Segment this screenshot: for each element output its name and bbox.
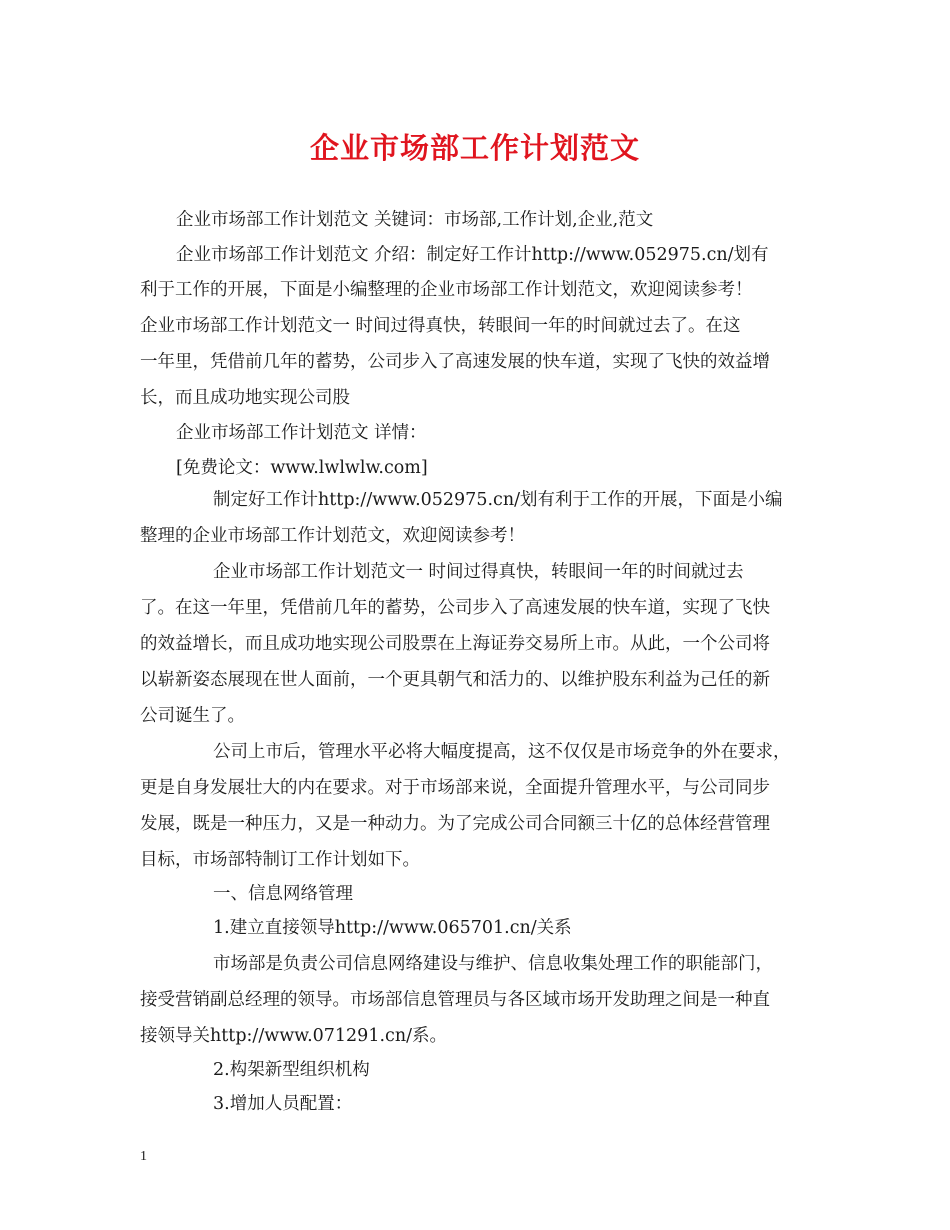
text-line: 市场部是负责公司信息网络建设与维护、信息收集处理工作的职能部门， — [213, 954, 773, 974]
subsection-heading: 2.构架新型组织机构 — [213, 1060, 370, 1080]
text-line: 企业市场部工作计划范文一 时间过得真快，转眼间一年的时间就过去 — [213, 562, 744, 582]
page-title: 企业市场部工作计划范文 — [309, 131, 640, 165]
text-line: 企业市场部工作计划范文一 时间过得真快，转眼间一年的时间就过去了。在这 — [140, 316, 741, 336]
text-line: 更是自身发展壮大的内在要求。对于市场部来说，全面提升管理水平，与公司同步 — [140, 778, 770, 798]
text-line: 发展，既是一种压力，又是一种动力。为了完成公司合同额三十亿的总体经营管理 — [140, 814, 770, 834]
text-line: 企业市场部工作计划范文 详情： — [176, 423, 427, 443]
page-number: 1 — [140, 1149, 147, 1164]
text-line: 了。在这一年里，凭借前几年的蓄势，公司步入了高速发展的快车道，实现了飞快 — [140, 598, 770, 618]
text-line: 以崭新姿态展现在世人面前，一个更具朝气和活力的、以维护股东利益为己任的新 — [140, 670, 770, 690]
subsection-heading: 3.增加人员配置： — [213, 1094, 353, 1114]
text-line: 企业市场部工作计划范文 介绍：制定好工作计http://www.052975.cn/划有 — [176, 245, 769, 265]
text-line: 公司上市后，管理水平必将大幅度提高，这不仅仅是市场竞争的外在要求， — [213, 742, 791, 762]
text-line: 一年里，凭借前几年的蓄势，公司步入了高速发展的快车道，实现了飞快的效益增 — [140, 352, 770, 372]
text-line: 整理的企业市场部工作计划范文，欢迎阅读参考！ — [140, 526, 525, 546]
text-line: 公司诞生了。 — [140, 706, 245, 726]
text-line: 利于工作的开展，下面是小编整理的企业市场部工作计划范文，欢迎阅读参考！ — [140, 280, 753, 300]
text-line: [免费论文：www.lwlwlw.com] — [176, 458, 428, 478]
text-line: 的效益增长，而且成功地实现公司股票在上海证券交易所上市。从此，一个公司将 — [140, 634, 770, 654]
text-line: 制定好工作计http://www.052975.cn/划有利于工作的开展，下面是小编 — [213, 490, 783, 510]
text-line: 接领导关http://www.071291.cn/系。 — [140, 1026, 447, 1046]
text-line: 企业市场部工作计划范文 关键词：市场部,工作计划,企业,范文 — [176, 210, 654, 230]
subsection-heading: 1.建立直接领导http://www.065701.cn/关系 — [213, 918, 572, 938]
text-line: 目标，市场部特制订工作计划如下。 — [140, 850, 420, 870]
text-line: 接受营销副总经理的领导。市场部信息管理员与各区域市场开发助理之间是一种直 — [140, 990, 770, 1010]
section-heading: 一、信息网络管理 — [213, 884, 353, 904]
text-line: 长，而且成功地实现公司股 — [140, 388, 350, 408]
